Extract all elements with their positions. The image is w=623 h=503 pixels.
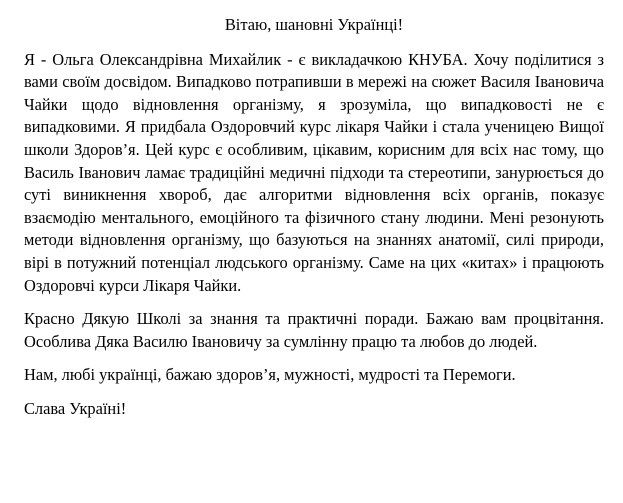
letter-paragraph-intro: Я - Ольга Олександрівна Михайлик - є викладачкою КНУБА. Хочу поділитися з вами своїм досвідом. Випадково потрапивши в мережі на сюжет Василя Івановича Чайки щодо відновлення організму, я зрозуміла, що випадковості не є випадковими. Я придбала Оздоровчий курс лікаря Чайки і стала ученицею Вищої школи Здоров’я. Цей курс є особливим, цікавим, корисним для всіх нас тому, що Василь Іванович ламає традиційні медичні підходи та стереотипи, занурюється до суті виникнення хвороб, дає алгоритми відновлення всіх органів, показує взаємодію ментального, емоційного та фізичного стану людини. Мені резонують методи відновлення організму, що базуються на знаннях анатомії, силі природи, вірі в потужний потенціал людського організму. Саме на цих «китах» і працюють Оздоровчі курси Лікаря Чайки.	[24, 49, 604, 295]
letter-paragraph-wishes: Нам, любі українці, бажаю здоров’я, мужності, мудрості та Перемоги.	[24, 365, 516, 385]
letter-greeting: Вітаю, шановні Українці!	[224, 15, 404, 34]
letter-paragraph-thanks: Красно Дякую Школі за знання та практичні поради. Бажаю вам процвітання. Особлива Дяка Василю Івановичу за сумлінну працю та любов до людей.	[24, 309, 604, 351]
letter-closing: Слава Україні!	[24, 398, 127, 418]
